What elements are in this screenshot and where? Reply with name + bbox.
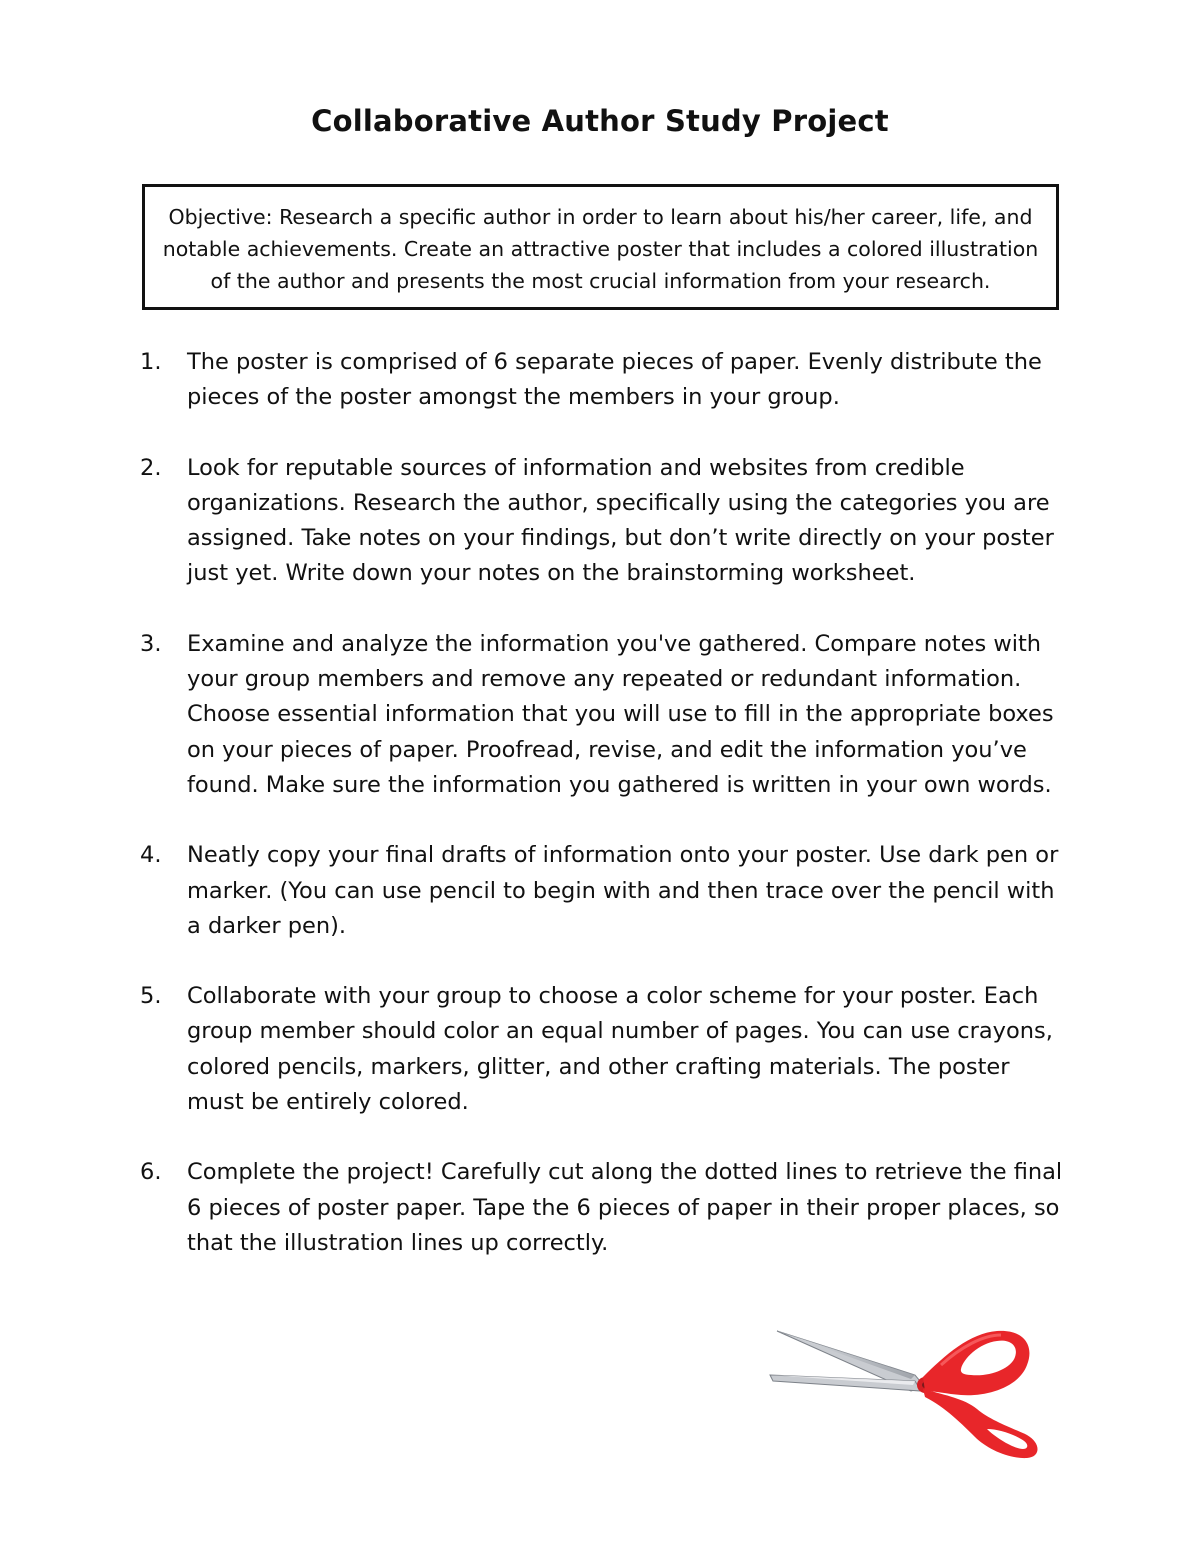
step-text: Complete the project! Carefully cut along the dotted lines to retrieve the final 6 pieces of poster paper. Tape the 6 pieces of paper in their proper places, so that the illustration lines up correctly. <box>187 1159 1063 1256</box>
objective-text: Objective: Research a specific author in order to learn about his/her career, life, and notable achievements. Create an attractive poster that includes a colored illustration of the author and presents the most crucial information from your research. <box>162 205 1039 293</box>
step-text: Look for reputable sources of information and websites from credible organizations. Research the author, specifically using the categories you are assigned. Take notes on your findings, but don’t write directly on your poster just yet. Write down your notes on the brainstorming worksheet. <box>187 454 1054 587</box>
step-text: The poster is comprised of 6 separate pieces of paper. Evenly distribute the pieces of the poster amongst the members in your group. <box>187 349 1042 411</box>
lower-handle <box>923 1389 1038 1458</box>
step-text: Examine and analyze the information you've gathered. Compare notes with your group members and remove any repeated or redundant information. Choose essential information that you will use to fill in the appropriate boxes on your pieces of paper. Proofread, revise, and edit the information you’ve found. Make sure the information you gathered is written in your own words. <box>187 630 1054 798</box>
step-text: Collaborate with your group to choose a color scheme for your poster. Each group member should color an equal number of pages. You can use crayons, colored pencils, markers, glitter, and other crafting materials. The poster must be entirely colored. <box>187 983 1053 1116</box>
step-number: 2. <box>140 454 162 481</box>
step-number: 4. <box>140 842 162 869</box>
list-item <box>140 838 1070 944</box>
step-number: 6. <box>140 1159 162 1186</box>
step-number: 1. <box>140 349 162 375</box>
list-item <box>140 1155 1070 1261</box>
scissors-icon <box>765 1325 1050 1460</box>
objective-box <box>142 184 1059 310</box>
instruction-list <box>140 345 1070 1296</box>
list-item <box>140 979 1070 1120</box>
step-number: 3. <box>140 630 162 657</box>
list-item <box>140 627 1070 803</box>
list-item <box>140 451 1070 592</box>
list-item <box>140 345 1070 416</box>
step-number: 5. <box>140 983 162 1010</box>
page-title: Collaborative Author Study Project <box>311 104 889 138</box>
step-text: Neatly copy your final drafts of information onto your poster. Use dark pen or marker. (You can use pencil to begin with and then trace over the pencil with a darker pen). <box>187 842 1059 939</box>
